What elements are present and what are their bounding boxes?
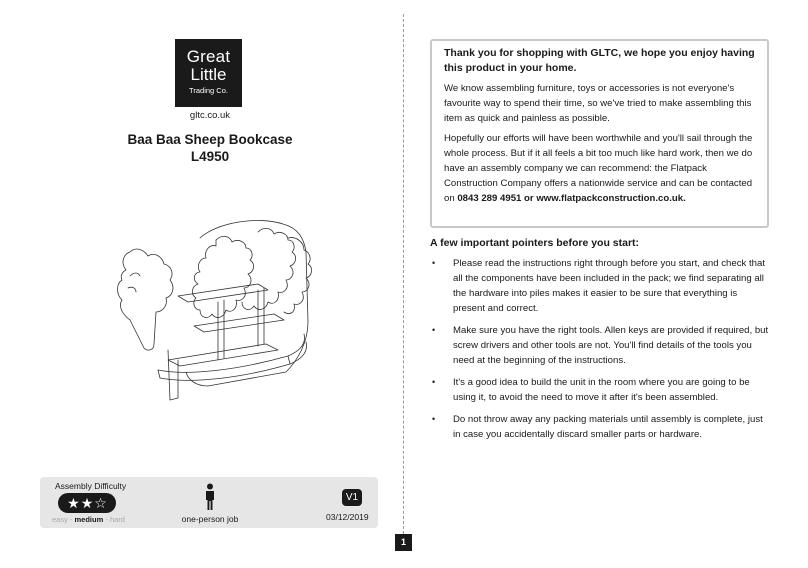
page-divider — [403, 14, 404, 534]
scale-hard: hard — [109, 515, 125, 524]
or-text: or — [521, 193, 534, 204]
paragraph-2-text: Hopefully our efforts will have been worthwhile and you'll sail through the whole process. But if it all feels a bit too much like hard work, then we do have an assembly company we can recommend: the Flatpack Construction Company offers a nationwide service and can be contacted on — [444, 133, 753, 204]
sheep-bookcase-illustration — [108, 210, 320, 410]
base-edge — [160, 342, 306, 380]
star-icon: ★ — [80, 495, 94, 511]
scale-easy: easy — [52, 515, 68, 524]
pointers-list — [430, 256, 770, 449]
list-item — [430, 256, 770, 316]
page-number: 1 — [395, 534, 412, 551]
sheep-head — [118, 249, 173, 350]
list-item — [430, 412, 770, 442]
base-curve — [158, 334, 304, 372]
person-icon — [202, 483, 218, 511]
brand-website: gltc.co.uk — [189, 110, 231, 121]
pointer-text: Make sure you have the right tools. Allen keys are provided if required, but screw drivers and other tools are not. You'll find details of the tools you need at the beginning of the instructions. — [453, 325, 769, 366]
document-date: 03/12/2019 — [326, 512, 369, 522]
list-item — [430, 323, 770, 368]
phone-number: 0843 289 4951 — [457, 193, 522, 204]
scale-medium: medium — [74, 515, 104, 524]
pointer-text: Do not throw away any packing materials until assembly is complete, just in case you accidentally discard smaller parts or hardware. — [453, 414, 763, 440]
shelf-top — [178, 284, 268, 302]
bullet-dot: • — [432, 377, 436, 387]
logo-line-2: Little — [190, 65, 227, 84]
pointer-text: It's a good idea to build the unit in the room where you are going to be using it, to avoid the need to move it after it's been assembled. — [453, 377, 750, 403]
logo-line-1: Great — [186, 47, 231, 66]
brand-logo — [175, 39, 242, 107]
front-leg — [168, 350, 178, 400]
difficulty-stars — [58, 493, 116, 513]
footer-info-box — [40, 477, 378, 528]
version-badge: V1 — [342, 489, 362, 506]
thank-you-paragraph-2 — [444, 131, 757, 206]
difficulty-label: Assembly Difficulty — [55, 481, 127, 491]
front-wool-panel — [192, 236, 253, 317]
persons-label: one-person job — [181, 514, 239, 524]
shelf-mid — [194, 314, 284, 332]
scale-separator: - — [103, 515, 110, 524]
middle-wool-panel — [242, 228, 296, 309]
pointer-text: Please read the instructions right through before you start, and check that all the components have been included in the pack; we find separating all the hardware into piles makes it easier to be sure that everything is present and correct. — [453, 258, 765, 314]
bullet-dot: • — [432, 414, 436, 424]
star-outline-icon: ☆ — [94, 495, 107, 511]
assembly-website-link[interactable]: www.flatpackconstruction.co.uk. — [536, 193, 686, 204]
product-name: Baa Baa Sheep Bookcase — [127, 132, 293, 147]
logo-line-3: Trading Co. — [189, 86, 228, 95]
thank-you-title: Thank you for shopping with GLTC, we hope you enjoy having this product in your home. — [444, 47, 755, 74]
list-item — [430, 375, 770, 405]
sheep-head-inner — [128, 273, 140, 292]
product-title — [110, 131, 310, 165]
scale-separator: - — [67, 515, 75, 524]
difficulty-scale — [52, 515, 125, 524]
star-icon: ★ — [67, 495, 80, 511]
upright-right — [258, 288, 264, 346]
bullet-dot: • — [432, 325, 436, 335]
thank-you-box — [430, 39, 769, 228]
thank-you-paragraph-1: We know assembling furniture, toys or accessories is not everyone's favourite way to spend their time, so we've tried to make assembling this item as quick and painless as possible. — [444, 83, 752, 124]
pointers-heading: A few important pointers before you start: — [430, 237, 640, 249]
product-code: L4950 — [190, 149, 230, 164]
bullet-dot: • — [432, 258, 436, 268]
